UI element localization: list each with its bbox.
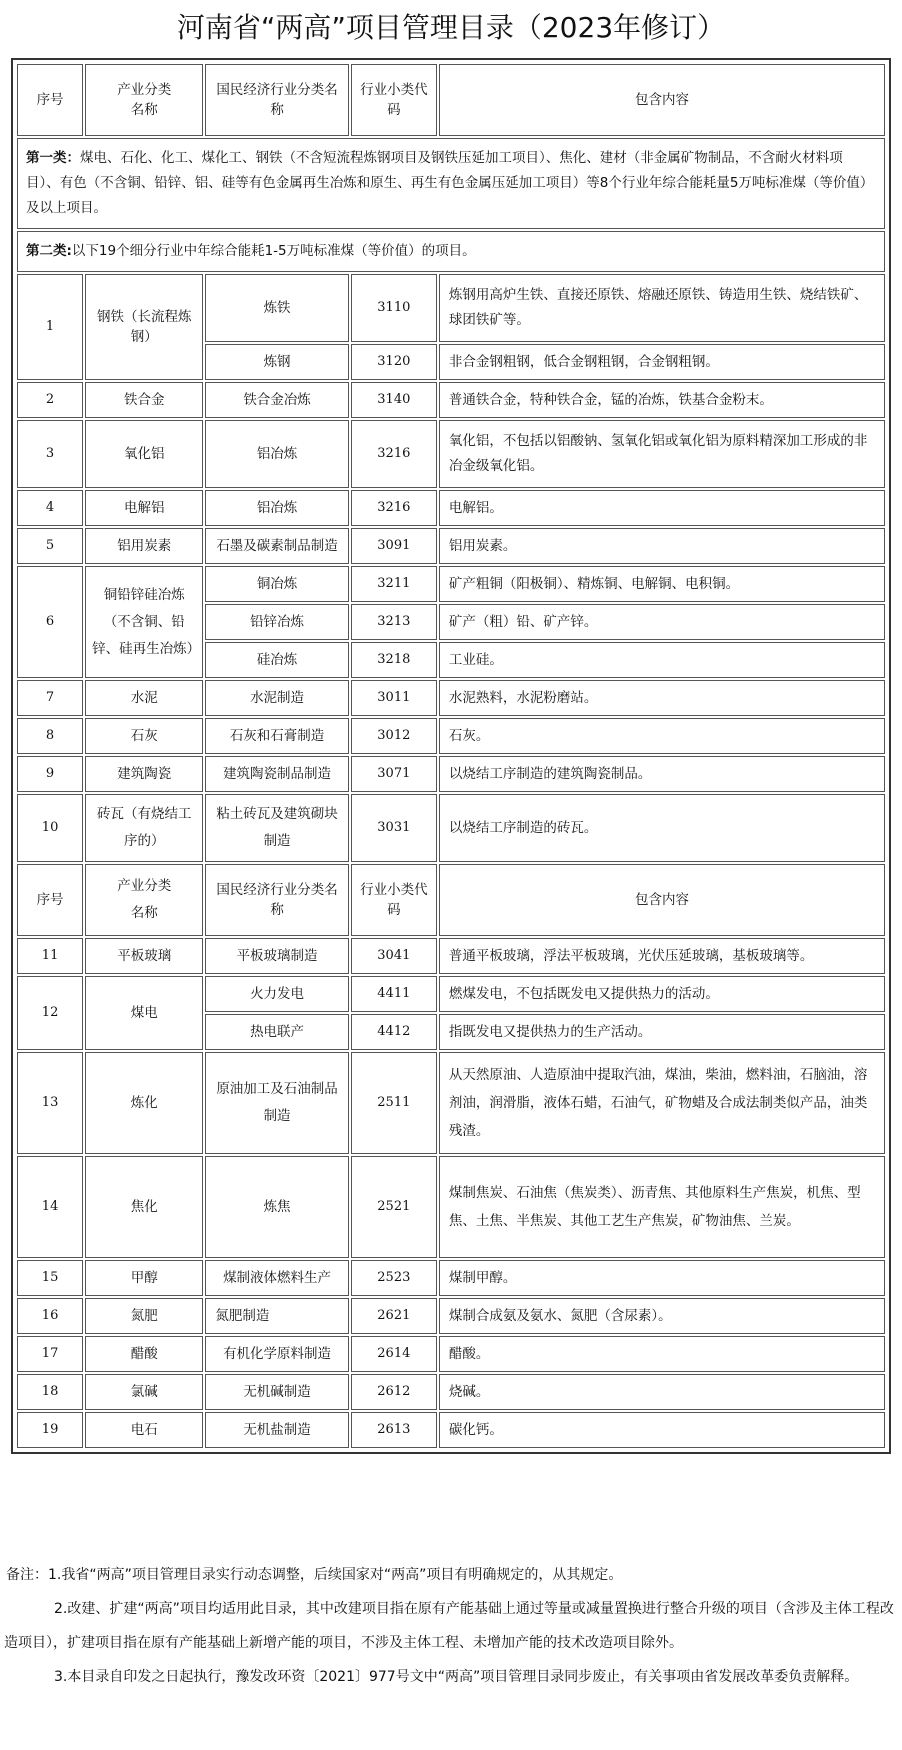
- row-category: 钢铁（长流程炼钢）: [85, 274, 203, 380]
- class2-description: 第二类:以下19个细分行业中年综合能耗1-5万吨标准煤（等价值）的项目。: [17, 231, 885, 272]
- row-industry: 石墨及碳素制品制造: [205, 528, 348, 564]
- row-code: 2612: [351, 1374, 437, 1410]
- table-row: [17, 756, 885, 792]
- row-content: 烧碱。: [439, 1374, 885, 1410]
- row-category: 建筑陶瓷: [85, 756, 203, 792]
- row-category: 石灰: [85, 718, 203, 754]
- row-content: 以烧结工序制造的砖瓦。: [439, 794, 885, 862]
- row-code: 4412: [351, 1014, 437, 1050]
- row-no: 8: [17, 718, 83, 754]
- row-industry: 无机碱制造: [205, 1374, 348, 1410]
- row-no: 15: [17, 1260, 83, 1296]
- table-row: [17, 1374, 885, 1410]
- row-code: 3120: [351, 344, 437, 380]
- row-category: 水泥: [85, 680, 203, 716]
- table-header-row-repeat: [17, 864, 885, 936]
- row-industry: 火力发电: [205, 976, 348, 1012]
- row-content: 以烧结工序制造的建筑陶瓷制品。: [439, 756, 885, 792]
- table-row: [17, 1412, 885, 1448]
- row-industry: 炼钢: [205, 344, 348, 380]
- row-no: 13: [17, 1052, 83, 1154]
- row-content: 煤制甲醇。: [439, 1260, 885, 1296]
- row-category: 铁合金: [85, 382, 203, 418]
- row-content: 醋酸。: [439, 1336, 885, 1372]
- row-code: 3140: [351, 382, 437, 418]
- table-header-row: [17, 64, 885, 136]
- row-code: 3213: [351, 604, 437, 640]
- row-no: 6: [17, 566, 83, 678]
- note-3: 3.本目录自印发之日起执行，豫发改环资〔2021〕977号文中“两高”项目管理目录同步废止，有关事项由省发展改革委负责解释。: [54, 1669, 859, 1685]
- row-industry: 炼铁: [205, 274, 348, 342]
- header-content: 包含内容: [439, 864, 885, 936]
- catalog-table-frame: [11, 58, 891, 1454]
- row-industry: 氮肥制造: [205, 1298, 348, 1334]
- row-category: 焦化: [85, 1156, 203, 1258]
- row-industry: 有机化学原料制造: [205, 1336, 348, 1372]
- row-category: 电石: [85, 1412, 203, 1448]
- table-row: [17, 976, 885, 1012]
- catalog-table: [15, 62, 887, 1450]
- row-content: 碳化钙。: [439, 1412, 885, 1448]
- row-content: 普通铁合金，特种铁合金，锰的冶炼，铁基合金粉末。: [439, 382, 885, 418]
- notes-section: [0, 1558, 902, 1694]
- row-no: 1: [17, 274, 83, 380]
- row-content: 燃煤发电，不包括既发电又提供热力的活动。: [439, 976, 885, 1012]
- class1-description: 第一类：煤电、石化、化工、煤化工、钢铁（不含短流程炼钢项目及钢铁压延加工项目）、焦化、建材（非金属矿物制品，不含耐火材料项目）、有色（不含铜、铅锌、铝、硅等有色金属再生冶炼和原生、再生有色金属压延加工项目）等8个行业年综合能耗量5万吨标准煤（等价值）及以上项目。: [17, 138, 885, 229]
- row-no: 5: [17, 528, 83, 564]
- table-row: [17, 794, 885, 862]
- table-row: [17, 938, 885, 974]
- row-content: 电解铝。: [439, 490, 885, 526]
- row-content: 指既发电又提供热力的生产活动。: [439, 1014, 885, 1050]
- table-row: [17, 1260, 885, 1296]
- row-industry: 硅冶炼: [205, 642, 348, 678]
- row-code: 2523: [351, 1260, 437, 1296]
- row-industry: 原油加工及石油制品制造: [205, 1052, 348, 1154]
- header-industry: 国民经济行业分类名称: [205, 864, 348, 936]
- row-content: 矿产粗铜（阳极铜）、精炼铜、电解铜、电积铜。: [439, 566, 885, 602]
- row-category: 氮肥: [85, 1298, 203, 1334]
- row-category: 醋酸: [85, 1336, 203, 1372]
- note-2: 2.改建、扩建“两高”项目均适用此目录，其中改建项目指在原有产能基础上通过等量或减量置换进行整合升级的项目（含涉及主体工程改造项目），扩建项目指在原有产能基础上新增产能的项目，不涉及主体工程、未增加产能的技术改造项目除外。: [4, 1601, 894, 1651]
- row-code: 4411: [351, 976, 437, 1012]
- class2-row: [17, 231, 885, 272]
- table-row: [17, 274, 885, 342]
- row-industry: 无机盐制造: [205, 1412, 348, 1448]
- row-category: 氧化铝: [85, 420, 203, 488]
- row-no: 16: [17, 1298, 83, 1334]
- row-code: 2621: [351, 1298, 437, 1334]
- row-industry: 水泥制造: [205, 680, 348, 716]
- row-no: 10: [17, 794, 83, 862]
- row-industry: 建筑陶瓷制品制造: [205, 756, 348, 792]
- header-code: 行业小类代码: [351, 64, 437, 136]
- row-code: 3012: [351, 718, 437, 754]
- table-row: [17, 382, 885, 418]
- header-content: 包含内容: [439, 64, 885, 136]
- row-content: 铝用炭素。: [439, 528, 885, 564]
- row-industry: 铝冶炼: [205, 490, 348, 526]
- row-category: 氯碱: [85, 1374, 203, 1410]
- header-no: 序号: [17, 64, 83, 136]
- row-content: 矿产（粗）铅、矿产锌。: [439, 604, 885, 640]
- row-no: 14: [17, 1156, 83, 1258]
- table-row: [17, 420, 885, 488]
- row-content: 水泥熟料，水泥粉磨站。: [439, 680, 885, 716]
- row-content: 非合金钢粗钢，低合金钢粗钢，合金钢粗钢。: [439, 344, 885, 380]
- row-code: 2614: [351, 1336, 437, 1372]
- table-row: [17, 718, 885, 754]
- row-code: 3071: [351, 756, 437, 792]
- row-content: 工业硅。: [439, 642, 885, 678]
- row-industry: 热电联产: [205, 1014, 348, 1050]
- row-content: 石灰。: [439, 718, 885, 754]
- row-no: 19: [17, 1412, 83, 1448]
- row-industry: 石灰和石膏制造: [205, 718, 348, 754]
- row-content: 炼钢用高炉生铁、直接还原铁、熔融还原铁、铸造用生铁、烧结铁矿、球团铁矿等。: [439, 274, 885, 342]
- note-1: 备注：1.我省“两高”项目管理目录实行动态调整，后续国家对“两高”项目有明确规定的，从其规定。: [6, 1567, 623, 1583]
- row-content: 普通平板玻璃，浮法平板玻璃，光伏压延玻璃，基板玻璃等。: [439, 938, 885, 974]
- row-industry: 炼焦: [205, 1156, 348, 1258]
- row-code: 3091: [351, 528, 437, 564]
- row-no: 17: [17, 1336, 83, 1372]
- header-industry: 国民经济行业分类名称: [205, 64, 348, 136]
- row-industry: 铜冶炼: [205, 566, 348, 602]
- row-no: 11: [17, 938, 83, 974]
- row-code: 2511: [351, 1052, 437, 1154]
- row-category: 电解铝: [85, 490, 203, 526]
- row-industry: 平板玻璃制造: [205, 938, 348, 974]
- table-row: [17, 1156, 885, 1258]
- table-row: [17, 490, 885, 526]
- row-no: 12: [17, 976, 83, 1050]
- row-category: 砖瓦（有烧结工序的）: [85, 794, 203, 862]
- row-content: 氧化铝，不包括以铝酸钠、氢氧化铝或氧化铝为原料精深加工形成的非冶金级氧化铝。: [439, 420, 885, 488]
- row-code: 3211: [351, 566, 437, 602]
- row-code: 3011: [351, 680, 437, 716]
- header-category: 产业分类 名称: [85, 64, 203, 136]
- table-row: [17, 680, 885, 716]
- row-content: 煤制焦炭、石油焦（焦炭类）、沥青焦、其他原料生产焦炭，机焦、型焦、土焦、半焦炭、其他工艺生产焦炭，矿物油焦、兰炭。: [439, 1156, 885, 1258]
- row-industry: 粘土砖瓦及建筑砌块制造: [205, 794, 348, 862]
- row-code: 2521: [351, 1156, 437, 1258]
- table-row: [17, 566, 885, 602]
- table-row: [17, 528, 885, 564]
- row-industry: 煤制液体燃料生产: [205, 1260, 348, 1296]
- row-no: 7: [17, 680, 83, 716]
- table-row: [17, 1336, 885, 1372]
- row-no: 2: [17, 382, 83, 418]
- header-no: 序号: [17, 864, 83, 936]
- row-code: 3110: [351, 274, 437, 342]
- row-category: 铜铅锌硅冶炼（不含铜、铅锌、硅再生冶炼）: [85, 566, 203, 678]
- row-no: 4: [17, 490, 83, 526]
- row-no: 3: [17, 420, 83, 488]
- row-industry: 铝冶炼: [205, 420, 348, 488]
- header-code: 行业小类代码: [351, 864, 437, 936]
- row-code: 3216: [351, 490, 437, 526]
- class1-row: [17, 138, 885, 229]
- row-content: 从天然原油、人造原油中提取汽油，煤油，柴油，燃料油，石脑油，溶剂油，润滑脂，液体石蜡，石油气，矿物蜡及合成法制类似产品，油类残渣。: [439, 1052, 885, 1154]
- row-industry: 铅锌冶炼: [205, 604, 348, 640]
- row-code: 3216: [351, 420, 437, 488]
- page-title: 河南省“两高”项目管理目录（2023年修订）: [176, 11, 726, 44]
- header-category: 产业分类 名称: [85, 864, 203, 936]
- row-category: 甲醇: [85, 1260, 203, 1296]
- row-code: 3041: [351, 938, 437, 974]
- row-content: 煤制合成氨及氨水、氮肥（含尿素）。: [439, 1298, 885, 1334]
- row-category: 炼化: [85, 1052, 203, 1154]
- row-category: 铝用炭素: [85, 528, 203, 564]
- row-no: 18: [17, 1374, 83, 1410]
- row-category: 平板玻璃: [85, 938, 203, 974]
- row-category: 煤电: [85, 976, 203, 1050]
- table-row: [17, 1052, 885, 1154]
- row-code: 3031: [351, 794, 437, 862]
- row-no: 9: [17, 756, 83, 792]
- table-row: [17, 1298, 885, 1334]
- row-industry: 铁合金冶炼: [205, 382, 348, 418]
- row-code: 2613: [351, 1412, 437, 1448]
- row-code: 3218: [351, 642, 437, 678]
